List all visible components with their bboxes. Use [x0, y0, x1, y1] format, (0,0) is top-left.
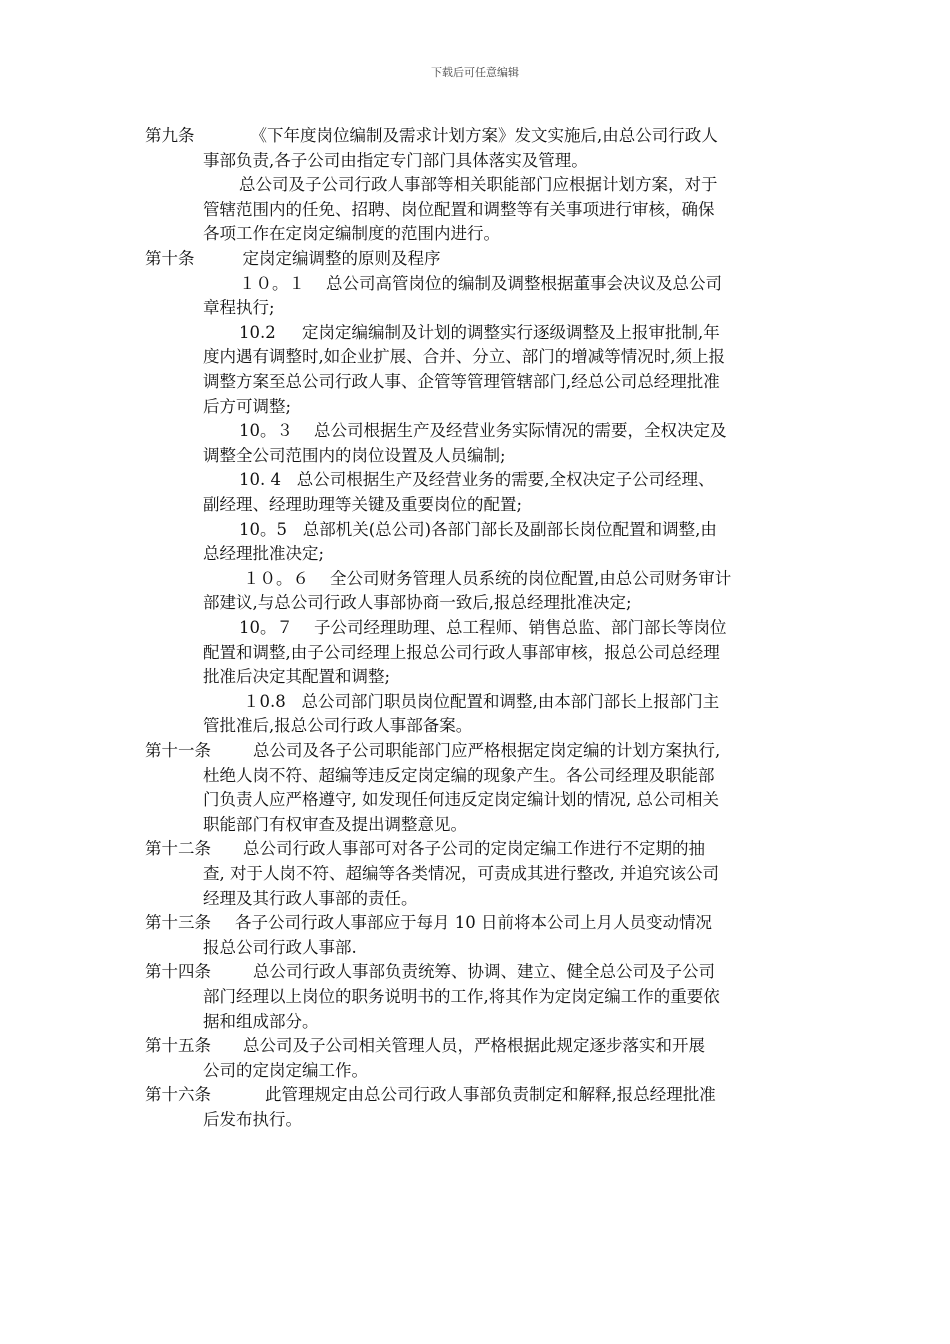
body-text-line: １0.8 总公司部门职员岗位配置和调整,由本部门部长上报部门主: [243, 691, 720, 711]
article-number: 第十一条: [145, 741, 211, 760]
body-text-line: 杜绝人岗不符、超编等违反定岗定编的现象产生。各公司经理及职能部: [203, 765, 715, 785]
body-text-line: 管辖范围内的任免、招聘、岗位配置和调整等有关事项进行审核，确保: [203, 199, 715, 219]
article-text: 总公司及各子公司职能部门应严格根据定岗定编的计划方案执行,: [253, 741, 721, 760]
article-heading-line: [145, 1034, 705, 1058]
body-text-line: 度内遇有调整时,如企业扩展、合并、分立、部门的增减等情况时,须上报: [203, 347, 725, 367]
body-text-line: 10. 4 总公司根据生产及经营业务的需要,全权决定子公司经理、: [239, 470, 715, 490]
body-text-line: 章程执行;: [203, 298, 275, 318]
body-text-line: 批准后决定其配置和调整;: [203, 667, 391, 687]
body-text-line: 10。5 总部机关(总公司)各部门部长及副部长岗位配置和调整,由: [239, 519, 717, 539]
article-number: 第十六条: [145, 1085, 211, 1105]
body-text-line: 配置和调整,由子公司经理上报总公司行政人事部审核，报总公司总经理: [203, 642, 720, 662]
article-number: 第九条: [145, 126, 195, 145]
article-number: 第十条: [145, 249, 195, 268]
body-text-line: 经理及其行政人事部的责任。: [203, 888, 418, 908]
body-text-line: 查, 对于人岗不符、超编等各类情况，可责成其进行整改, 并追究该公司: [203, 864, 719, 883]
article-heading-line: [145, 1083, 716, 1107]
body-text-line: 各项工作在定岗定编制度的范围内进行。: [203, 224, 500, 244]
article-number: 第十二条: [145, 839, 211, 859]
article-text: 总公司行政人事部可对各子公司的定岗定编工作进行不定期的抽: [243, 839, 705, 859]
body-text-line: １０。６ 全公司财务管理人员系统的岗位配置,由总公司财务审计: [243, 568, 732, 588]
body-text-line: 10.2 定岗定编编制及计划的调整实行逐级调整及上报审批制,年: [239, 322, 720, 342]
article-text: 定岗定编调整的原则及程序: [242, 249, 441, 268]
article-text: 总公司及子公司相关管理人员，严格根据此规定逐步落实和开展: [243, 1036, 705, 1056]
body-text-line: 部建议,与总公司行政人事部协商一致后,报总经理批准决定;: [203, 593, 632, 613]
body-text-line: 后发布执行。: [203, 1110, 302, 1129]
body-text-line: 后方可调整;: [203, 396, 292, 416]
article-heading-line: [145, 739, 720, 763]
article-number: 第十三条: [145, 913, 211, 933]
body-text-line: １０。１ 总公司高管岗位的编制及调整根据董事会决议及总公司: [239, 273, 722, 293]
body-text-line: 总经理批准决定;: [203, 544, 325, 564]
body-text-line: 报总公司行政人事部.: [203, 937, 357, 957]
article-heading-line: [145, 247, 441, 271]
body-text-line: 职能部门有权审查及提出调整意见。: [203, 814, 467, 834]
article-heading-line: [145, 960, 715, 984]
body-text-line: 调整方案至总公司行政人事、企管等管理管辖部门,经总公司总经理批准: [203, 372, 720, 391]
body-text-line: 副经理、经理助理等关键及重要岗位的配置;: [203, 495, 523, 514]
body-text-line: 总公司及子公司行政人事部等相关职能部门应根据计划方案，对于: [239, 175, 718, 195]
body-text-line: 调整全公司范围内的岗位设置及人员编制;: [203, 445, 506, 465]
page-header-note: 下载后可任意编辑: [431, 66, 519, 79]
article-heading-line: [145, 124, 718, 148]
article-number: 第十四条: [145, 962, 211, 982]
article-text: 总公司行政人事部负责统筹、协调、建立、健全总公司及子公司: [253, 962, 715, 982]
article-number: 第十五条: [145, 1036, 211, 1056]
article-text: 各子公司行政人事部应于每月 10 日前将本公司上月人员变动情况: [235, 913, 712, 933]
body-text-line: 10。３ 总公司根据生产及经营业务实际情况的需要，全权决定及: [239, 421, 727, 441]
article-heading-line: [145, 837, 705, 861]
article-text: 《下年度岗位编制及需求计划方案》发文实施后,由总公司行政人: [250, 126, 718, 145]
body-text-line: 公司的定岗定编工作。: [203, 1060, 368, 1080]
article-heading-line: [145, 911, 712, 935]
body-text-line: 据和组成部分。: [203, 1011, 319, 1031]
body-text-line: 管批准后,报总公司行政人事部备案。: [203, 716, 473, 736]
body-text-line: 10。７ 子公司经理助理、总工程师、销售总监、部门部长等岗位: [239, 618, 727, 637]
body-text-line: 事部负责,各子公司由指定专门部门具体落实及管理。: [203, 150, 588, 170]
body-text-line: 部门经理以上岗位的职务说明书的工作,将其作为定岗定编工作的重要依: [203, 987, 720, 1006]
article-text: 此管理规定由总公司行政人事部负责制定和解释,报总经理批准: [265, 1085, 716, 1105]
body-text-line: 门负责人应严格遵守, 如发现任何违反定岗定编计划的情况, 总公司相关: [203, 790, 719, 810]
